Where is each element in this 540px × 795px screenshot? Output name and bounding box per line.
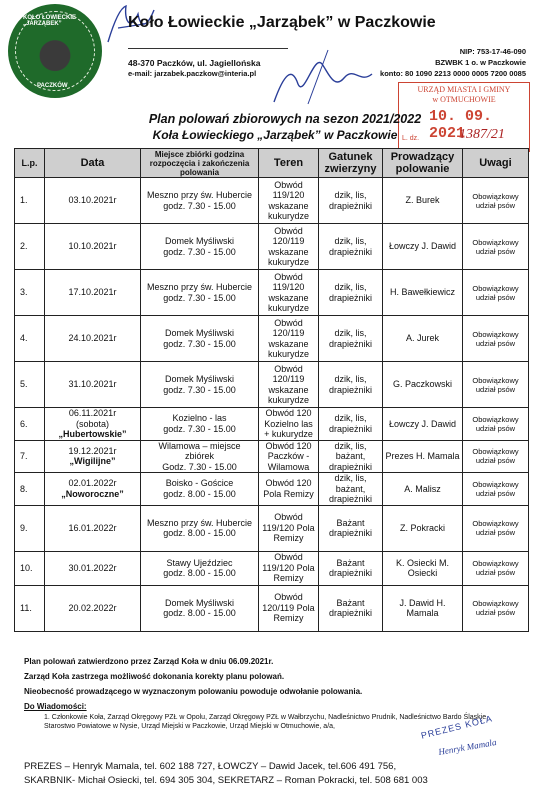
cell-notes (463, 316, 529, 362)
game-value: dzik, lis, bażant, drapieżniki (328, 473, 373, 504)
area-value: Obwód 120 Kozielno las + kukurydze (264, 408, 313, 439)
date-value: 30.01.2022r (68, 562, 117, 573)
cell-area (259, 440, 319, 473)
stamp-ref-label: L. dz. (402, 135, 420, 142)
col-area: Teren (259, 149, 319, 178)
cell-date (45, 316, 141, 362)
cell-notes (463, 585, 529, 631)
cell-date (45, 551, 141, 585)
distribution-list: 1. Członkowie Koła, Zarząd Okręgowy PZŁ w Opolu, Zarząd Okręgowy PZŁ w Wałbrzychu, Nadleśnictwo Prudnik, Nadleśnictwo Bardo Śląskie, Starostwo Powiatowe w Nysie, Urząd Miejski w Paczkowie, Urząd Miejski w Otmuchowie, a/a, (44, 714, 489, 730)
cell-game (319, 224, 383, 270)
cell-leader (383, 362, 463, 408)
place-value: Boisko - Gościce (165, 478, 234, 489)
cell-area (259, 585, 319, 631)
lp-value: 9. (20, 522, 28, 533)
cell-place (141, 224, 259, 270)
area-value: Obwód 120/119 Pola Remizy (262, 592, 315, 624)
date-value: 31.10.2021r (68, 379, 117, 390)
cell-area (259, 505, 319, 551)
cell-place (141, 505, 259, 551)
date-value: 16.01.2022r (68, 522, 117, 533)
notes-value: Obowiązkowy udział psów (472, 283, 519, 302)
cell-leader (383, 585, 463, 631)
cell-game (319, 440, 383, 473)
place-value: Meszno przy św. Hubercie (146, 517, 253, 528)
cell-place (141, 440, 259, 473)
table-row (15, 440, 529, 473)
game-value: dzik, lis, bażant, drapieżniki (328, 440, 373, 472)
cell-place (141, 178, 259, 224)
notes-value: Obowiązkowy udział psów (472, 559, 519, 577)
leader-value: Łowczy J. Dawid (388, 241, 457, 252)
distribution-label: Do Wiadomości: (24, 702, 87, 711)
place-value: Domek Myśliwski (164, 236, 234, 246)
cell-lp (15, 505, 45, 551)
notes-value: Obowiązkowy udział psów (472, 599, 519, 617)
lp-value: 8. (20, 483, 28, 494)
contacts-line-1: PREZES – Henryk Mamala, tel. 602 188 727, ŁOWCZY – Dawid Jacek, tel.606 491 756, (24, 761, 397, 772)
area-value: Obwód 120/119 wskazane kukurydze (267, 317, 310, 359)
hunt-name: „Wigilijne” (69, 456, 116, 467)
lp-value: 7. (20, 451, 28, 461)
cell-notes (463, 224, 529, 270)
cell-game (319, 585, 383, 631)
time-value: godz. 7.30 - 15.00 (163, 246, 236, 257)
leader-value: H. Bawełkiewicz (389, 287, 456, 298)
hunt-name: „Hubertowskie” (58, 429, 127, 439)
hunt-schedule-table (14, 148, 529, 632)
footnote-approved: Plan polowań zatwierdzono przez Zarząd Koła w dniu 06.09.2021r. (24, 657, 274, 666)
notes-value: Obowiązkowy udział psów (472, 519, 519, 537)
col-game: Gatunek zwierzyny (319, 149, 383, 178)
logo-text-top: KOŁO ŁOWIECKIE „JARZĄBEK” (23, 15, 76, 27)
time-value: godz. 7.30 - 15.00 (163, 384, 236, 395)
cell-lp (15, 270, 45, 316)
cell-notes (463, 178, 529, 224)
table-row (15, 551, 529, 585)
cell-area (259, 316, 319, 362)
cell-game (319, 270, 383, 316)
game-value: Bażant drapieżniki (328, 597, 373, 618)
leader-value: G. Paczkowski (392, 379, 452, 390)
game-value: dzik, lis, drapieżniki (328, 374, 373, 395)
area-value: Obwód 119/120 Pola Remizy (262, 512, 315, 544)
cell-date (45, 473, 141, 506)
lp-value: 6. (20, 418, 28, 429)
notes-value: Obowiązkowy udział psów (472, 479, 519, 498)
game-value: Bażant drapieżniki (328, 517, 373, 538)
club-address: 48-370 Paczków, ul. Jagiellońska (128, 58, 261, 68)
cell-lp (15, 473, 45, 506)
cell-lp (15, 178, 45, 224)
leader-value: A. Jurek (405, 333, 439, 344)
lp-value: 2. (20, 241, 28, 252)
cell-place (141, 316, 259, 362)
table-row (15, 473, 529, 506)
cell-area (259, 362, 319, 408)
cell-lp (15, 362, 45, 408)
cell-notes (463, 505, 529, 551)
game-value: dzik, lis, drapieżniki (328, 190, 373, 211)
notes-value: Obowiązkowy udział psów (472, 414, 519, 433)
cell-lp (15, 316, 45, 362)
contacts-line-2: SKARBNIK- Michał Osiecki, tel. 694 305 304, SEKRETARZ – Roman Pokracki, tel. 508 681 003 (24, 775, 428, 786)
date-value: 19.12.2021r (68, 445, 117, 456)
cell-date (45, 224, 141, 270)
time-value: godz. 7.30 - 15.00 (163, 292, 236, 303)
cell-game (319, 505, 383, 551)
cell-place (141, 551, 259, 585)
club-email: e-mail: jarzabek.paczkow@interia.pl (128, 69, 257, 78)
cell-notes (463, 551, 529, 585)
place-value: Kozielno - las (172, 413, 227, 424)
cell-date (45, 408, 141, 441)
place-value: Meszno przy św. Hubercie (146, 282, 253, 292)
leader-value: A. Malisz (404, 483, 441, 494)
time-value: godz. 8.00 - 15.00 (163, 488, 236, 499)
table-header-row (15, 149, 529, 178)
cell-date (45, 585, 141, 631)
cell-notes (463, 440, 529, 473)
col-place: Miejsce zbiórki godzina rozpoczęcia i zakończenia polowania (141, 149, 259, 178)
time-value: godz. 8.00 - 15.00 (163, 528, 236, 538)
cell-area (259, 551, 319, 585)
cell-date (45, 440, 141, 473)
date-value: 17.10.2021r (68, 287, 117, 298)
leader-value: Prezes H. Mamala (385, 451, 460, 461)
footnote-reserve: Zarząd Koła zastrzega możliwość dokonania korekty planu polowań. (24, 672, 285, 681)
plan-subheading: Koła Łowieckiego „Jarząbek” w Paczkowie (152, 128, 398, 142)
cell-notes (463, 362, 529, 408)
time-value: godz. 8.00 - 15.00 (163, 568, 236, 578)
cell-notes (463, 408, 529, 441)
date-value: 06.11.2021r (68, 408, 117, 418)
date-value: 10.10.2021r (68, 241, 117, 252)
cell-leader (383, 473, 463, 506)
club-logo (8, 4, 102, 98)
lp-value: 4. (20, 333, 28, 344)
cell-area (259, 224, 319, 270)
cell-area (259, 178, 319, 224)
leader-value: Z. Burek (405, 195, 440, 206)
lp-value: 3. (20, 287, 28, 298)
place-value: Meszno przy św. Hubercie (146, 190, 253, 200)
place-value: Domek Myśliwski (164, 374, 234, 384)
col-lp: L.p. (15, 149, 45, 178)
cell-place (141, 362, 259, 408)
cell-place (141, 270, 259, 316)
cell-leader (383, 551, 463, 585)
president-signature: Henryk Mamala (437, 736, 498, 758)
cell-leader (383, 505, 463, 551)
logo-text-bottom: PACZKÓW (37, 83, 68, 89)
table-row (15, 585, 529, 631)
notes-value: Obowiązkowy udział psów (472, 329, 519, 348)
table-row (15, 362, 529, 408)
place-value: Domek Myśliwski (164, 328, 234, 338)
table-row (15, 270, 529, 316)
col-notes: Uwagi (463, 149, 529, 178)
notes-value: Obowiązkowy udział psów (472, 237, 519, 256)
cell-leader (383, 440, 463, 473)
cell-leader (383, 270, 463, 316)
table-row (15, 505, 529, 551)
cell-lp (15, 585, 45, 631)
area-value: Obwód 120/119 wskazane kukurydze (267, 363, 310, 405)
lp-value: 5. (20, 379, 28, 390)
leader-value: Z. Pokracki (399, 522, 445, 533)
area-value: Obwód 119/120 wskazane kukurydze (267, 179, 310, 221)
notes-value: Obowiązkowy udział psów (472, 191, 519, 210)
date-value: 20.02.2022r (68, 602, 117, 613)
cell-leader (383, 316, 463, 362)
place-value: Wilamowa – miejsce zbiórek (158, 440, 241, 461)
cell-game (319, 408, 383, 441)
time-value: godz. 7.30 - 15.00 (163, 338, 236, 349)
table-row (15, 408, 529, 441)
cell-area (259, 473, 319, 506)
cell-game (319, 362, 383, 408)
lp-value: 1. (20, 195, 28, 206)
time-value: godz. 8.00 - 15.00 (163, 608, 236, 618)
game-value: dzik, lis, drapieżniki (328, 413, 373, 434)
cell-date (45, 270, 141, 316)
cell-game (319, 473, 383, 506)
leader-value: K. Osiecki M. Osiecki (395, 557, 449, 578)
place-value: Stawy Ujeździec (166, 557, 233, 568)
date-value: 03.10.2021r (68, 195, 117, 206)
cell-notes (463, 473, 529, 506)
cell-game (319, 178, 383, 224)
game-value: dzik, lis, drapieżniki (328, 236, 373, 257)
area-value: Obwód 120 Pola Remizy (263, 478, 314, 499)
stamp-ref-number: 1387/21 (459, 127, 505, 142)
cell-date (45, 178, 141, 224)
hunt-name: „Noworoczne” (61, 488, 124, 499)
time-value: Godz. 7.30 - 15.00 (162, 461, 237, 472)
cell-game (319, 551, 383, 585)
cell-place (141, 585, 259, 631)
table-row (15, 178, 529, 224)
cell-date (45, 505, 141, 551)
cell-area (259, 408, 319, 441)
cell-lp (15, 408, 45, 441)
date-value: 02.01.2022r (68, 478, 117, 489)
plan-heading: Plan polowań zbiorowych na sezon 2021/2022 (148, 112, 422, 126)
area-value: Obwód 119/120 Pola Remizy (262, 552, 315, 584)
table-row (15, 224, 529, 270)
area-value: Obwód 120 Paczków - Wilamowa (265, 440, 312, 472)
cell-notes (463, 270, 529, 316)
cell-leader (383, 178, 463, 224)
stamp-town: w OTMUCHOWIE (432, 95, 496, 104)
cell-leader (383, 224, 463, 270)
cell-place (141, 473, 259, 506)
lp-value: 10. (20, 562, 33, 573)
cell-game (319, 316, 383, 362)
header-divider (128, 48, 288, 49)
cell-date (45, 362, 141, 408)
cell-lp (15, 551, 45, 585)
game-value: dzik, lis, drapieżniki (328, 328, 373, 349)
handwritten-signature (268, 44, 388, 114)
notes-value: Obowiązkowy udział psów (472, 375, 519, 394)
stamp-office: URZĄD MIASTA I GMINY (417, 85, 511, 94)
time-value: godz. 7.30 - 15.00 (163, 423, 236, 434)
cell-place (141, 408, 259, 441)
area-value: Obwód 119/120 wskazane kukurydze (267, 271, 310, 313)
cell-area (259, 270, 319, 316)
date-extra: (sobota) (75, 418, 110, 429)
cell-leader (383, 408, 463, 441)
area-value: Obwód 120/119 wskazane kukurydze (267, 225, 310, 267)
president-stamp: PREZES KOŁA (419, 713, 494, 741)
lp-value: 11. (20, 602, 32, 613)
footnote-absence: Nieobecność prowadzącego w wyznaczonym polowaniu powoduje odwołanie polowania. (24, 687, 363, 696)
date-value: 24.10.2021r (68, 333, 117, 344)
leader-value: J. Dawid H. Mamala (399, 597, 446, 618)
club-nip: NIP: 753-17-46-090 (459, 47, 526, 56)
time-value: godz. 7.30 - 15.00 (163, 200, 236, 211)
table-row (15, 316, 529, 362)
col-leader: Prowadzący polowanie (383, 149, 463, 178)
stamp-date: 10. 09. 2021 (429, 108, 493, 142)
cell-lp (15, 224, 45, 270)
bank-account: konto: 80 1090 2213 0000 0005 7200 0085 (380, 69, 526, 78)
place-value: Domek Myśliwski (164, 597, 234, 608)
col-date: Data (45, 149, 141, 178)
club-title: Koło Łowieckie „Jarząbek” w Paczkowie (128, 14, 436, 31)
bank-name: BZWBK 1 o. w Paczkowie (435, 58, 526, 67)
game-value: Bażant drapieżniki (328, 557, 373, 578)
notes-value: Obowiązkowy udział psów (472, 447, 519, 466)
cell-lp (15, 440, 45, 473)
game-value: dzik, lis, drapieżniki (328, 282, 373, 303)
leader-value: Łowczy J. Dawid (388, 418, 457, 429)
